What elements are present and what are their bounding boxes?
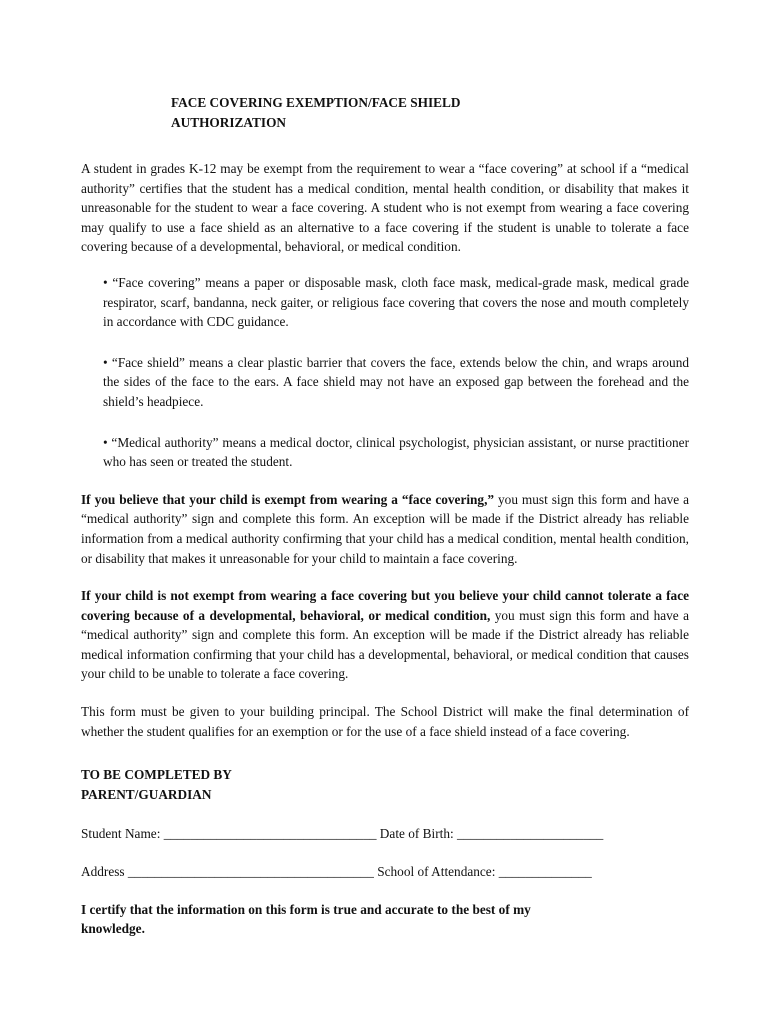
parent-section-heading-line-2: PARENT/GUARDIAN <box>81 786 212 802</box>
student-info-row <box>81 824 689 844</box>
principal-paragraph: This form must be given to your building principal. The School District will make the final determination of whether the student qualifies for an exemption or for the use of a face shield instead of a face covering. <box>81 704 689 739</box>
address-row <box>81 862 689 882</box>
shield-paragraph-text: you must sign this form and have a “medical authority” sign and complete this form. An exception will be made if the District already has reliable medical information confirming that your child has a developmental, behavioral, or medical condition that causes your child to be unable to tolerate a face covering. <box>81 607 689 682</box>
form-title <box>171 93 689 132</box>
address-label: Address <box>81 864 128 880</box>
exempt-paragraph-bold: If you believe that your child is exempt from wearing a “face covering,” <box>81 491 495 507</box>
definition-face-shield: • “Face shield” means a clear plastic barrier that covers the face, extends below the chin, and wraps around the sides of the face to the ears. A face shield may not have an exposed gap between the forehead and the shield’s headpiece. <box>103 354 689 409</box>
shield-paragraph <box>81 586 689 684</box>
address-field[interactable]: _____________________________________ <box>127 864 374 880</box>
date-of-birth-field[interactable]: ______________________ <box>457 826 604 842</box>
school-of-attendance-field[interactable]: ______________ <box>498 864 592 880</box>
school-of-attendance-label: School of Attendance: <box>373 864 499 880</box>
parent-section-heading <box>81 765 689 804</box>
exempt-paragraph-text: you must sign this form and have a “medical authority” sign and complete this form. An exception will be made if the District already has reliable information from a medical authority confirming that your child has a medical condition, mental health condition, or disability that makes it unreasonable for your child to maintain a face covering. <box>81 491 690 566</box>
exempt-paragraph <box>81 490 689 568</box>
definition-medical-authority: • “Medical authority” means a medical doctor, clinical psychologist, physician assistant, or nurse practitioner who has seen or treated the student. <box>103 434 689 470</box>
shield-paragraph-bold: If your child is not exempt from wearing a face covering but you believe your child cannot tolerate a face covering because of a developmental, behavioral, or medical condition, <box>81 588 689 623</box>
date-of-birth-label: Date of Birth: <box>376 826 457 842</box>
intro-paragraph: A student in grades K-12 may be exempt from the requirement to wear a “face covering” at school if a “medical authority” certifies that the student has a medical condition, mental health condition, or disability that makes it unreasonable for the student to wear a face covering. A student who is not exempt from wearing a face covering may qualify to use a face shield as an alternative to a face covering if the student is unable to tolerate a face covering because of a developmental, behavioral, or medical condition. <box>81 161 689 255</box>
form-title-line-1: FACE COVERING EXEMPTION/FACE SHIELD <box>171 95 461 110</box>
form-title-line-2: AUTHORIZATION <box>171 114 287 130</box>
student-name-field[interactable]: ________________________________ <box>163 826 377 842</box>
student-name-label: Student Name: <box>81 826 164 842</box>
certification-statement: I certify that the information on this form is true and accurate to the best of my knowledge. <box>81 901 531 937</box>
parent-section-heading-line-1: TO BE COMPLETED BY <box>81 767 232 783</box>
definition-face-covering: • “Face covering” means a paper or disposable mask, cloth face mask, medical-grade mask, medical grade respirator, scarf, bandanna, neck gaiter, or religious face covering that covers the nose and mouth completely in accordance with CDC guidance. <box>103 274 689 330</box>
